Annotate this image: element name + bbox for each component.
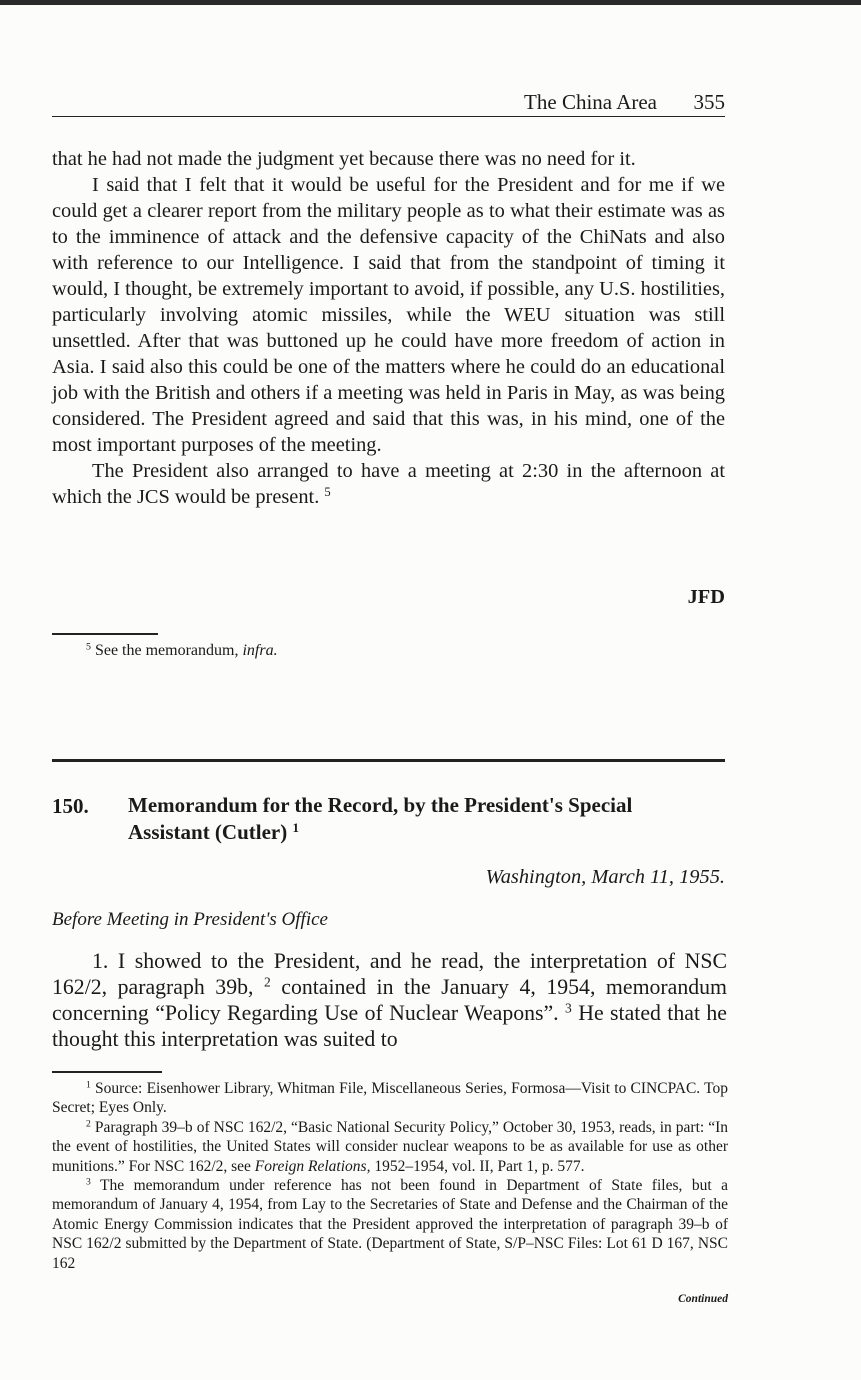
footnote-mark: 2: [86, 1118, 91, 1130]
subheading: Before Meeting in President's Office: [52, 909, 328, 930]
continued-paragraph: that he had not made the judgment yet because there was no need for it.: [52, 148, 636, 170]
document-title: Memorandum for the Record, by the President's Special Assistant (Cutler) $^1$: [128, 793, 633, 844]
footnotes: [52, 1079, 728, 1273]
footnote-rule: [52, 633, 158, 635]
footnote: $^1$ Source: Eisenhower Library, Whitman File, Miscellaneous Series, Formosa—Visit to CINCPAC. Top Secret; Eyes Only.: [52, 1079, 728, 1117]
memorandum-body: [52, 948, 727, 1052]
footnote-ref: 5: [324, 485, 331, 500]
footnote-mark: 3: [86, 1176, 91, 1188]
footnote: $^2$ Paragraph 39–b of NSC 162/2, “Basic National Security Policy,” October 30, 1953, reads, in part: “In the event of hostilities, the United States will consider nuclear weapons to be as available for use as other munitions.” For NSC 162/2, see Foreign Relations, 1952–1954, vol. II, Part 1, p. 577.: [52, 1118, 729, 1175]
continued-marker: Continued: [678, 1293, 728, 1305]
page-number: 355: [693, 90, 725, 114]
running-head: [52, 90, 725, 117]
document-separator: [52, 759, 725, 762]
dateline: Washington, March 11, 1955.: [485, 866, 725, 888]
footnote: $^3$ The memorandum under reference has not been found in Department of State files, but a memorandum of January 4, 1954, from Lay to the Secretaries of State and Defense and the Chairman of the Atomic Energy Commission indicates that the President approved the interpretation of paragraph 39–b of NSC 162/2 submitted by the Department of State. (Department of State, S/P–NSC Files: Lot 61 D 167, NSC 162: [52, 1176, 728, 1272]
paragraph: 1. I showed to the President, and he read, the interpretation of NSC 162/2, paragraph 39b, $^2$ contained in the January 4, 1954, memorandum concerning “Policy Regarding Use of Nuclear Weapons”. $^3$ He stated that he thought this interpretation was suited to: [52, 949, 728, 1051]
page-top-edge: [0, 0, 861, 5]
footnote: $^5$ See the memorandum, infra.: [86, 641, 278, 659]
signature: JFD: [687, 586, 725, 608]
paragraph-text: The President also arranged to have a meeting at 2:30 in the afternoon at which the JCS would be present.: [52, 460, 725, 508]
paragraph: I said that I felt that it would be useful for the President and for me if we could get a clearer report from the military people as to what their estimate was as to the imminence of attack and the defensive capacity of the ChiNats and also with reference to our Intelligence. I said that from the standpoint of timing it would, I thought, be extremely important to avoid, if possible, any U.S. hostilities, particularly involving atomic missiles, while the WEU situation was still unsettled. After that was buttoned up he could have more freedom of action in Asia. I said also this could be one of the matters where he could do an educational job with the British and others if a meeting was held in Paris in May, as was being considered. The President agreed and said that this was, in his mind, one of the most important purposes of the meeting.: [52, 174, 725, 456]
paragraph: [52, 458, 725, 510]
footnote-mark: 1: [86, 1079, 91, 1091]
footnote-ref: 1: [292, 819, 299, 835]
running-head-title: The China Area: [524, 90, 657, 114]
footnote-ref: 3: [565, 1000, 572, 1016]
footnote-ref: 2: [263, 974, 271, 990]
footnote-mark: 5: [86, 641, 91, 653]
document-number: 150.: [52, 794, 89, 818]
prior-document-text: [52, 146, 725, 510]
footnote-rule: [52, 1071, 162, 1073]
